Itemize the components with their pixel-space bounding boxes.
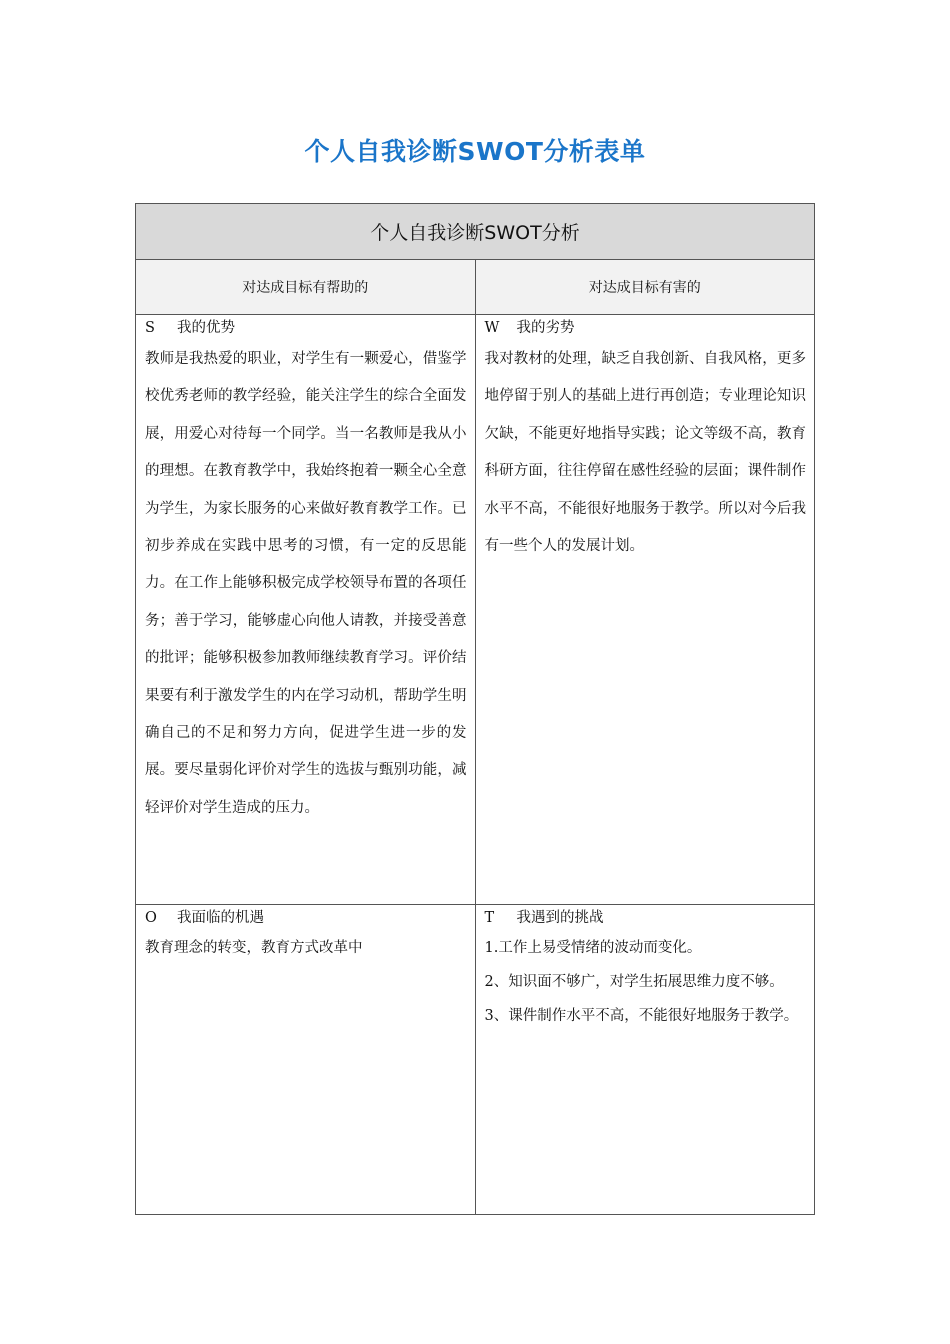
threats-letter: T [484,910,495,926]
weaknesses-text: 我对教材的处理，缺乏自我创新、自我风格，更多地停留于别人的基础上进行再创造；专业理论知识欠缺，不能更好地指导实践；论文等级不高，教育科研方面，往往停留在感性经验的层面；课件制作水平不高，不能很好地服务于教学。所以对今后我有一些个人的发展计划。 [484,351,806,555]
column-helpful: 对达成目标有帮助的 [136,260,476,315]
threats-heading [485,907,807,931]
weaknesses-heading [485,317,807,341]
threat-item: 1.工作上易受情绪的波动而变化。 [484,940,702,956]
opportunities-label: 我面临的机遇 [177,910,264,926]
strengths-text: 教师是我热爱的职业，对学生有一颗爱心，借鉴学校优秀老师的教学经验，能关注学生的综合全面发展，用爱心对待每一个同学。当一名教师是我从小的理想。在教育教学中，我始终抱着一颗全心全意为学生，为家长服务的心来做好教育教学工作。已初步养成在实践中思考的习惯，有一定的反思能力。在工作上能够积极完成学校领导布置的各项任务；善于学习，能够虚心向他人请教，并接受善意的批评；能够积极参加教师继续教育学习。评价结果要有利于激发学生的内在学习动机，帮助学生明确自己的不足和努力方向，促进学生进一步的发展。要尽量弱化评价对学生的选拔与甄别功能，减轻评价对学生造成的压力。 [145,351,467,816]
weaknesses-label: 我的劣势 [516,320,575,336]
document-title: 个人自我诊断SWOT分析表单 [304,137,646,166]
swot-table [135,203,815,1215]
opportunities-cell [136,905,476,1215]
strengths-letter: S [145,320,155,336]
threats-label: 我遇到的挑战 [516,910,604,926]
threat-item: 3、课件制作水平不高，不能很好地服务于教学。 [484,1008,799,1024]
column-harmful: 对达成目标有害的 [475,260,815,315]
threats-list [485,931,807,1033]
weaknesses-letter: W [484,320,500,336]
opportunities-text: 教育理念的转变，教育方式改革中 [145,940,363,956]
opportunities-heading [145,907,467,931]
table-header: 个人自我诊断SWOT分析 [136,204,815,260]
opportunities-letter: O [145,910,157,926]
threat-item: 2、知识面不够广，对学生拓展思维力度不够。 [484,974,784,990]
weaknesses-cell [475,315,815,905]
strengths-label: 我的优势 [177,320,235,336]
threats-cell [475,905,815,1215]
strengths-heading [145,317,467,341]
strengths-cell [136,315,476,905]
